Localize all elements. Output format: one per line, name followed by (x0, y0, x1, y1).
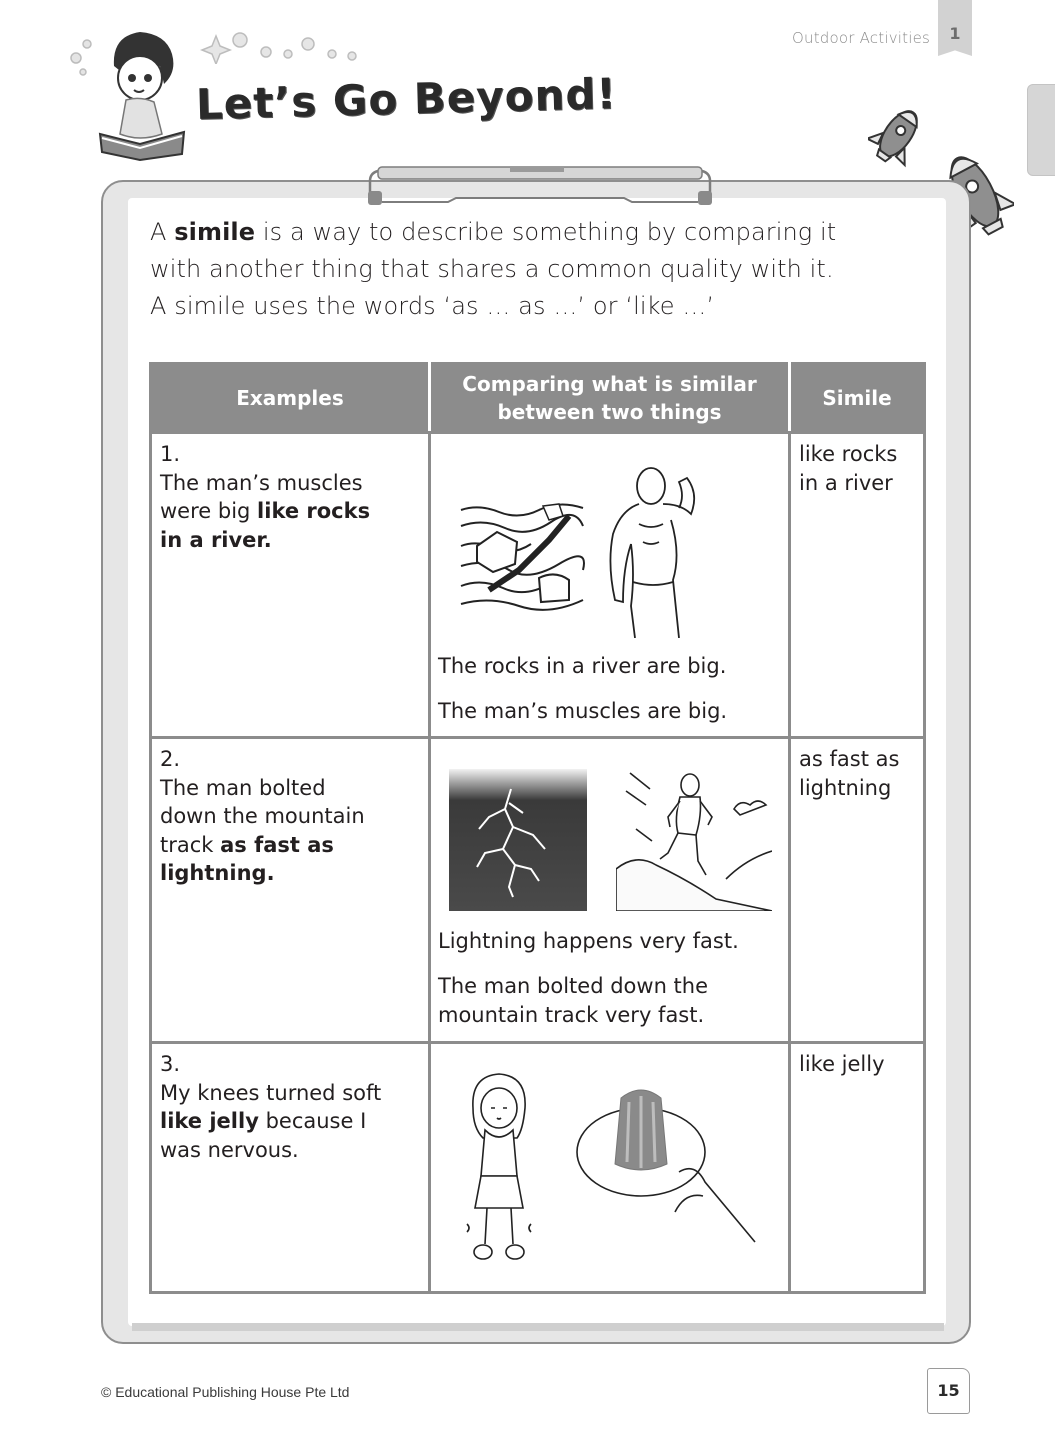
comparison-cell (430, 433, 790, 738)
example-cell: 1.The man’s muscles were big like rocks in a river. (151, 433, 430, 738)
header-simile: Simile (790, 364, 925, 433)
table-row (151, 1043, 925, 1293)
table-row (151, 433, 925, 738)
header-examples: Examples (151, 364, 430, 433)
chapter-number: 1 (949, 24, 961, 43)
running-man-illustration-icon (616, 769, 772, 911)
example-cell: 3.My knees turned soft like jelly because I was nervous. (151, 1043, 430, 1293)
mascot-girl-on-book-icon (62, 26, 202, 166)
nervous-girl-illustration-icon (463, 1068, 537, 1268)
clipboard-clip-icon (368, 163, 712, 209)
comparison-cell (430, 1043, 790, 1293)
comparison-line-1: The rocks in a river are big. (438, 654, 727, 678)
simile-cell: like rocks in a river (790, 433, 925, 738)
muscular-man-illustration-icon (599, 464, 703, 638)
simile-cell: like jelly (790, 1043, 925, 1293)
example-cell: 2.The man bolted down the mountain track as fast as lightning. (151, 738, 430, 1043)
lightning-illustration-icon (449, 769, 587, 911)
table-row (151, 738, 925, 1043)
small-rocket-icon (868, 98, 930, 168)
simile-definition: A simile is a way to describe something by comparing it with another thing that shares a common quality with it. A simile uses the words ‘as … as …’ or ‘like …’ (150, 218, 837, 320)
section-title: Let’s Go Beyond! (195, 68, 618, 129)
sparkles-icon (192, 28, 372, 64)
side-tab-marker (1027, 84, 1055, 176)
comparison-cell (430, 738, 790, 1043)
comparison-line-2: The man bolted down the mountain track very fast. (438, 974, 709, 1027)
table-header-row (151, 364, 925, 433)
page-number: 15 (937, 1381, 960, 1400)
comparison-line-1: Lightning happens very fast. (438, 929, 739, 953)
jelly-on-plate-illustration-icon (575, 1072, 761, 1262)
header-comparing: Comparing what is similar between two things (430, 364, 790, 433)
comparison-line-2: The man’s muscles are big. (438, 699, 728, 723)
chapter-title: Outdoor Activities (792, 29, 931, 47)
simile-cell: as fast as lightning (790, 738, 925, 1043)
term-simile: simile (174, 218, 256, 246)
river-rocks-illustration-icon (459, 500, 585, 612)
copyright-notice: © Educational Publishing House Pte Ltd (101, 1384, 350, 1400)
clipboard-bottom-edge (132, 1323, 944, 1331)
simile-table (149, 362, 926, 1294)
